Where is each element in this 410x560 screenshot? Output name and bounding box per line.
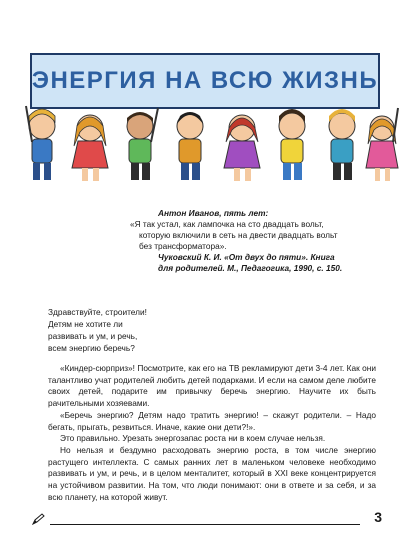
epigraph-quote-line: без трансформатора».	[139, 241, 227, 251]
poem	[48, 306, 248, 354]
child-1	[26, 106, 55, 180]
poem-line: Здравствуйте, строители!	[48, 307, 147, 317]
poem-line: всем энергию беречь?	[48, 343, 135, 353]
epigraph	[130, 208, 380, 274]
pencil-icon	[32, 513, 46, 525]
paragraph: Но нельзя и бездумно расходовать энергию роста, в том числе энергию растущего интеллекта. С самых ранних лет в маленьком человеке необходимо развивать и ум, и речь, и в целом менталитет, который в XXI веке концентрируется на устойчивом развитии. На том, что люди понимают: они в ответе и за себя, и за всю планету, на которой живут.	[48, 444, 376, 502]
epigraph-source-line: Чуковский К. И. «От двух до пяти». Книга	[158, 252, 335, 262]
epigraph-quote-line: которую включили в сеть на двести двадцать вольт	[139, 230, 338, 240]
child-8	[366, 108, 398, 181]
child-6	[279, 109, 305, 180]
poem-line: Детям не хотите ли	[48, 319, 123, 329]
page-footer	[32, 511, 382, 527]
child-2	[72, 115, 108, 181]
paragraph: «Беречь энергию? Детям надо тратить энергию! – скажут родители. – Надо бегать, прыгать, резвиться. Иначе, какие они дети?!».	[48, 409, 376, 432]
poem-line: развивать и ум, и речь,	[48, 331, 138, 341]
page-number: 3	[374, 509, 382, 525]
epigraph-source-line: для родителей. М., Педагогика, 1990, с. 150.	[158, 263, 343, 273]
child-4	[177, 112, 203, 180]
epigraph-quote-line: «Я так устал, как лампочка на сто двадцать вольт,	[130, 219, 324, 229]
footer-rule	[50, 524, 360, 525]
paragraph: «Киндер-сюрприз»! Посмотрите, как его на ТВ рекламируют дети 3-4 лет. Как они талантливо учат родителей любить детей подарками. И если на самом деле любите своих детей, подарите им привычку беречь энергию. Научите их быть рачительными хозяевами.	[48, 363, 376, 409]
child-5	[224, 115, 260, 181]
children-illustration	[20, 96, 400, 184]
child-7	[329, 109, 355, 180]
child-3	[127, 108, 158, 180]
paragraph: Это правильно. Урезать энергозапас роста ни в коем случае нельзя.	[60, 433, 326, 444]
page-title: ЭНЕРГИЯ НА ВСЮ ЖИЗНЬ	[31, 67, 379, 94]
epigraph-author: Антон Иванов, пять лет:	[158, 208, 269, 218]
body-text	[48, 363, 376, 503]
